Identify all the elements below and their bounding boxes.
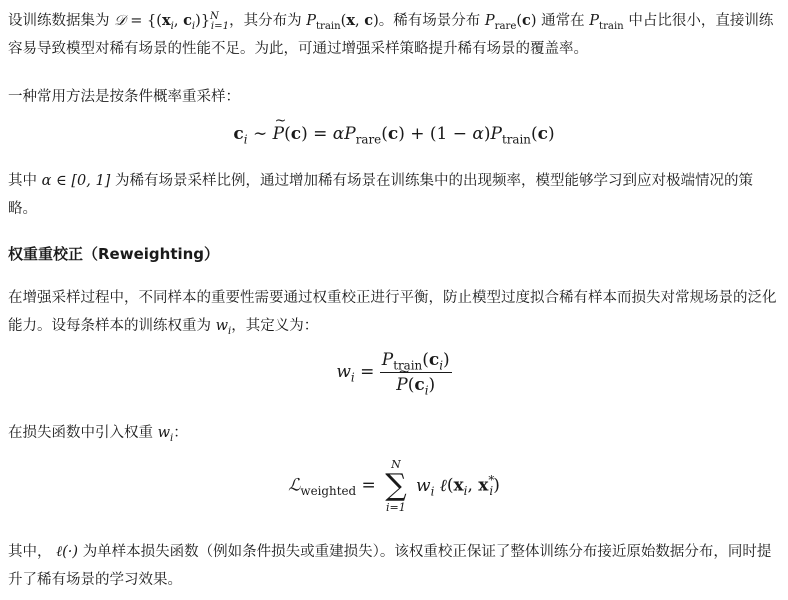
- math-dataset-def: 𝒟 = {($x_i$, $c_i)\}^N_{i=1}$: [114, 11, 230, 32]
- paragraph-dataset-intro: [8, 7, 780, 63]
- text-distribution: ，其分布为: [229, 13, 302, 29]
- math-calD: 𝒟: [114, 13, 126, 29]
- eq3-sub-weighted: weighted: [300, 483, 357, 498]
- math-sub-train-2: train: [599, 20, 624, 32]
- text-colon: ：: [173, 425, 188, 441]
- text-reweight-desc: 在增强采样过程中，不同样本的重要性需要通过权重校正进行平衡，防止模型过度拟合稀有样本而损失对常规场景的泛化能力。设每条样本的训练权重为: [8, 290, 777, 334]
- math-p-train-xc: $P_{train}(x$, c): [306, 12, 379, 32]
- text-dataset-intro: 设训练数据集为: [8, 13, 110, 29]
- math-sub-rare: rare: [494, 20, 517, 32]
- text-loss-intro: 在损失函数中引入权重: [8, 425, 153, 441]
- paragraph-conclusion: [8, 538, 780, 594]
- math-sub-train: train: [315, 20, 341, 32]
- eq2-sub-train: train: [393, 358, 423, 373]
- math-alpha-range: α ∈ [0, 1]: [41, 173, 111, 189]
- paragraph-alpha-explain: [8, 167, 780, 223]
- paragraph-resample-method: 一种常用方法是按条件概率重采样：: [8, 89, 240, 105]
- summation: N ∑ i=1: [385, 458, 407, 514]
- text-where: 其中: [8, 173, 37, 189]
- text-small-ratio: 中占比很小，直接训练容易导致模型对稀有场景的性能不足。为此，可通过增强采样策略提升稀有场景的覆盖率。: [8, 13, 774, 57]
- equation-weighted-loss: ℒ$_{weighted}$ = N ∑ i=1 $w_i$ $\ell(x_i$, $x^*_i$): [288, 458, 500, 514]
- math-wi-2: $w_i$: [157, 425, 174, 444]
- text-defined-as: ，其定义为：: [231, 318, 319, 334]
- math-loss-fn: ℓ(·): [56, 544, 79, 560]
- math-p-rare-c: $P_{rare}(c)$: [484, 12, 537, 32]
- equation-resampling: $c_i$ ∼ ~ $P(c) = \alpha P_{rare}(c) + (1 - \alpha)P_{train}(c)$: [8, 124, 780, 144]
- math-p-train: $P_{train}$: [589, 13, 624, 32]
- fraction-weight: $P_{train}(c_i)$ ~ $P(c_i)$: [380, 350, 452, 395]
- text-rare-dist: 。稀有场景分布: [378, 13, 481, 29]
- eq1-sub-train: train: [501, 132, 531, 147]
- equation-weight: $w_i$ = $P_{train}(c_i)$ ~ $P(c_i)$: [8, 350, 780, 395]
- eq1-sub-rare: rare: [355, 132, 382, 147]
- sum-upper-N: N: [391, 458, 401, 471]
- paragraph-loss-weight: [8, 419, 780, 447]
- paragraph-reweighting: [8, 284, 780, 340]
- text-conclusion: 为单样本损失函数（例如条件损失或重建损失）。该权重校正保证了整体训练分布接近原始数据分布，同时提升了稀有场景的学习效果。: [8, 544, 772, 588]
- section-heading-reweighting: 权重重校正（Reweighting）: [8, 245, 220, 263]
- math-sup-N: N: [210, 11, 219, 23]
- math-wi: $w_i$: [215, 318, 232, 337]
- math-sub-i1: i=1: [210, 20, 230, 32]
- text-usually-in: 通常在: [541, 13, 585, 29]
- text-where-2: 其中，: [8, 544, 52, 560]
- sum-lower-i1: i=1: [386, 501, 406, 514]
- text-alpha-desc: 为稀有场景采样比例，通过增加稀有场景在训练集中的出现频率，模型能够学习到应对极端情况的策略。: [8, 173, 753, 217]
